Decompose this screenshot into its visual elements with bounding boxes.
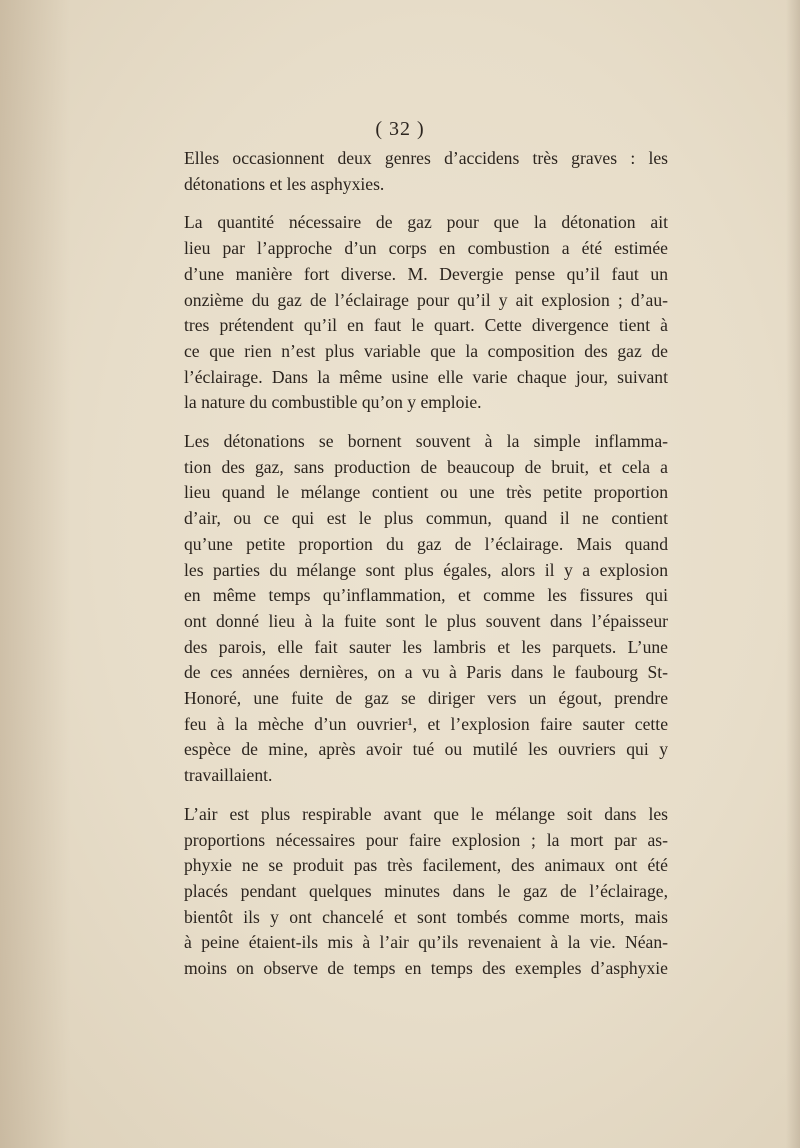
text-line: ont donné lieu à la fuite sont le plus souvent dans l’épaisseur bbox=[184, 610, 668, 631]
paragraph-1 bbox=[162, 146, 668, 197]
text-line: à peine étaient-ils mis à l’air qu’ils revenaient à la vie. Néan- bbox=[184, 932, 668, 953]
text-line: en même temps qu’inflammation, et comme les fissures qui bbox=[184, 585, 668, 606]
text-line: lieu par l’approche d’un corps en combustion a été estimée bbox=[184, 238, 668, 259]
text-line: proportions nécessaires pour faire explosion ; la mort par as- bbox=[184, 829, 668, 850]
text-line: tres prétendent qu’il en faut le quart. Cette divergence tient à bbox=[184, 315, 668, 336]
text-line: la nature du combustible qu’on y emploie. bbox=[184, 392, 482, 413]
text-line: d’air, ou ce qui est le plus commun, quand il ne contient bbox=[184, 508, 668, 529]
text-line: Elles occasionnent deux genres d’accidens très graves : les bbox=[184, 148, 668, 168]
text-line: espèce de mine, après avoir tué ou mutilé les ouvriers qui y bbox=[184, 739, 668, 760]
text-line: phyxie ne se produit pas très facilement, des animaux ont été bbox=[184, 855, 668, 876]
text-line: les parties du mélange sont plus égales, alors il y a explosion bbox=[184, 559, 668, 580]
body-text bbox=[162, 146, 668, 995]
text-line: feu à la mèche d’un ouvrier¹, et l’explosion faire sauter cette bbox=[184, 713, 668, 734]
text-line: qu’une petite proportion du gaz de l’éclairage. Mais quand bbox=[184, 533, 668, 554]
text-line: détonations et les asphyxies. bbox=[184, 173, 385, 194]
paragraph-4 bbox=[162, 802, 668, 982]
text-line: tion des gaz, sans production de beaucoup de bruit, et cela a bbox=[184, 456, 668, 477]
text-line: moins on observe de temps en temps des exemples d’asphyxie bbox=[184, 958, 668, 979]
text-line: Honoré, une fuite de gaz se diriger vers un égout, prendre bbox=[184, 688, 668, 709]
text-line: onzième du gaz de l’éclairage pour qu’il y ait explosion ; d’au- bbox=[184, 289, 668, 310]
paragraph-2 bbox=[162, 210, 668, 416]
text-line: L’air est plus respirable avant que le mélange soit dans les bbox=[184, 803, 668, 824]
text-line: ce que rien n’est plus variable que la composition des gaz de bbox=[184, 340, 668, 361]
text-line: de ces années dernières, on a vu à Paris dans le faubourg St- bbox=[184, 662, 668, 683]
page-edge-shadow bbox=[786, 0, 800, 1148]
text-line: d’une manière fort diverse. M. Devergie pense qu’il faut un bbox=[184, 263, 668, 284]
text-line: travaillaient. bbox=[184, 765, 273, 786]
text-line: bientôt ils y ont chancelé et sont tombés comme morts, mais bbox=[184, 906, 668, 927]
text-line: La quantité nécessaire de gaz pour que la détonation ait bbox=[184, 212, 668, 233]
page-gutter-shadow bbox=[0, 0, 70, 1148]
paragraph-3 bbox=[162, 429, 668, 789]
text-line: l’éclairage. Dans la même usine elle varie chaque jour, suivant bbox=[184, 366, 668, 387]
text-line: lieu quand le mélange contient ou une très petite proportion bbox=[184, 482, 668, 503]
text-line: placés pendant quelques minutes dans le gaz de l’éclairage, bbox=[184, 880, 668, 901]
page-number: ( 32 ) bbox=[375, 118, 425, 140]
text-line: des parois, elle fait sauter les lambris et les parquets. L’une bbox=[184, 636, 668, 657]
text-line: Les détonations se bornent souvent à la simple inflamma- bbox=[184, 431, 668, 452]
